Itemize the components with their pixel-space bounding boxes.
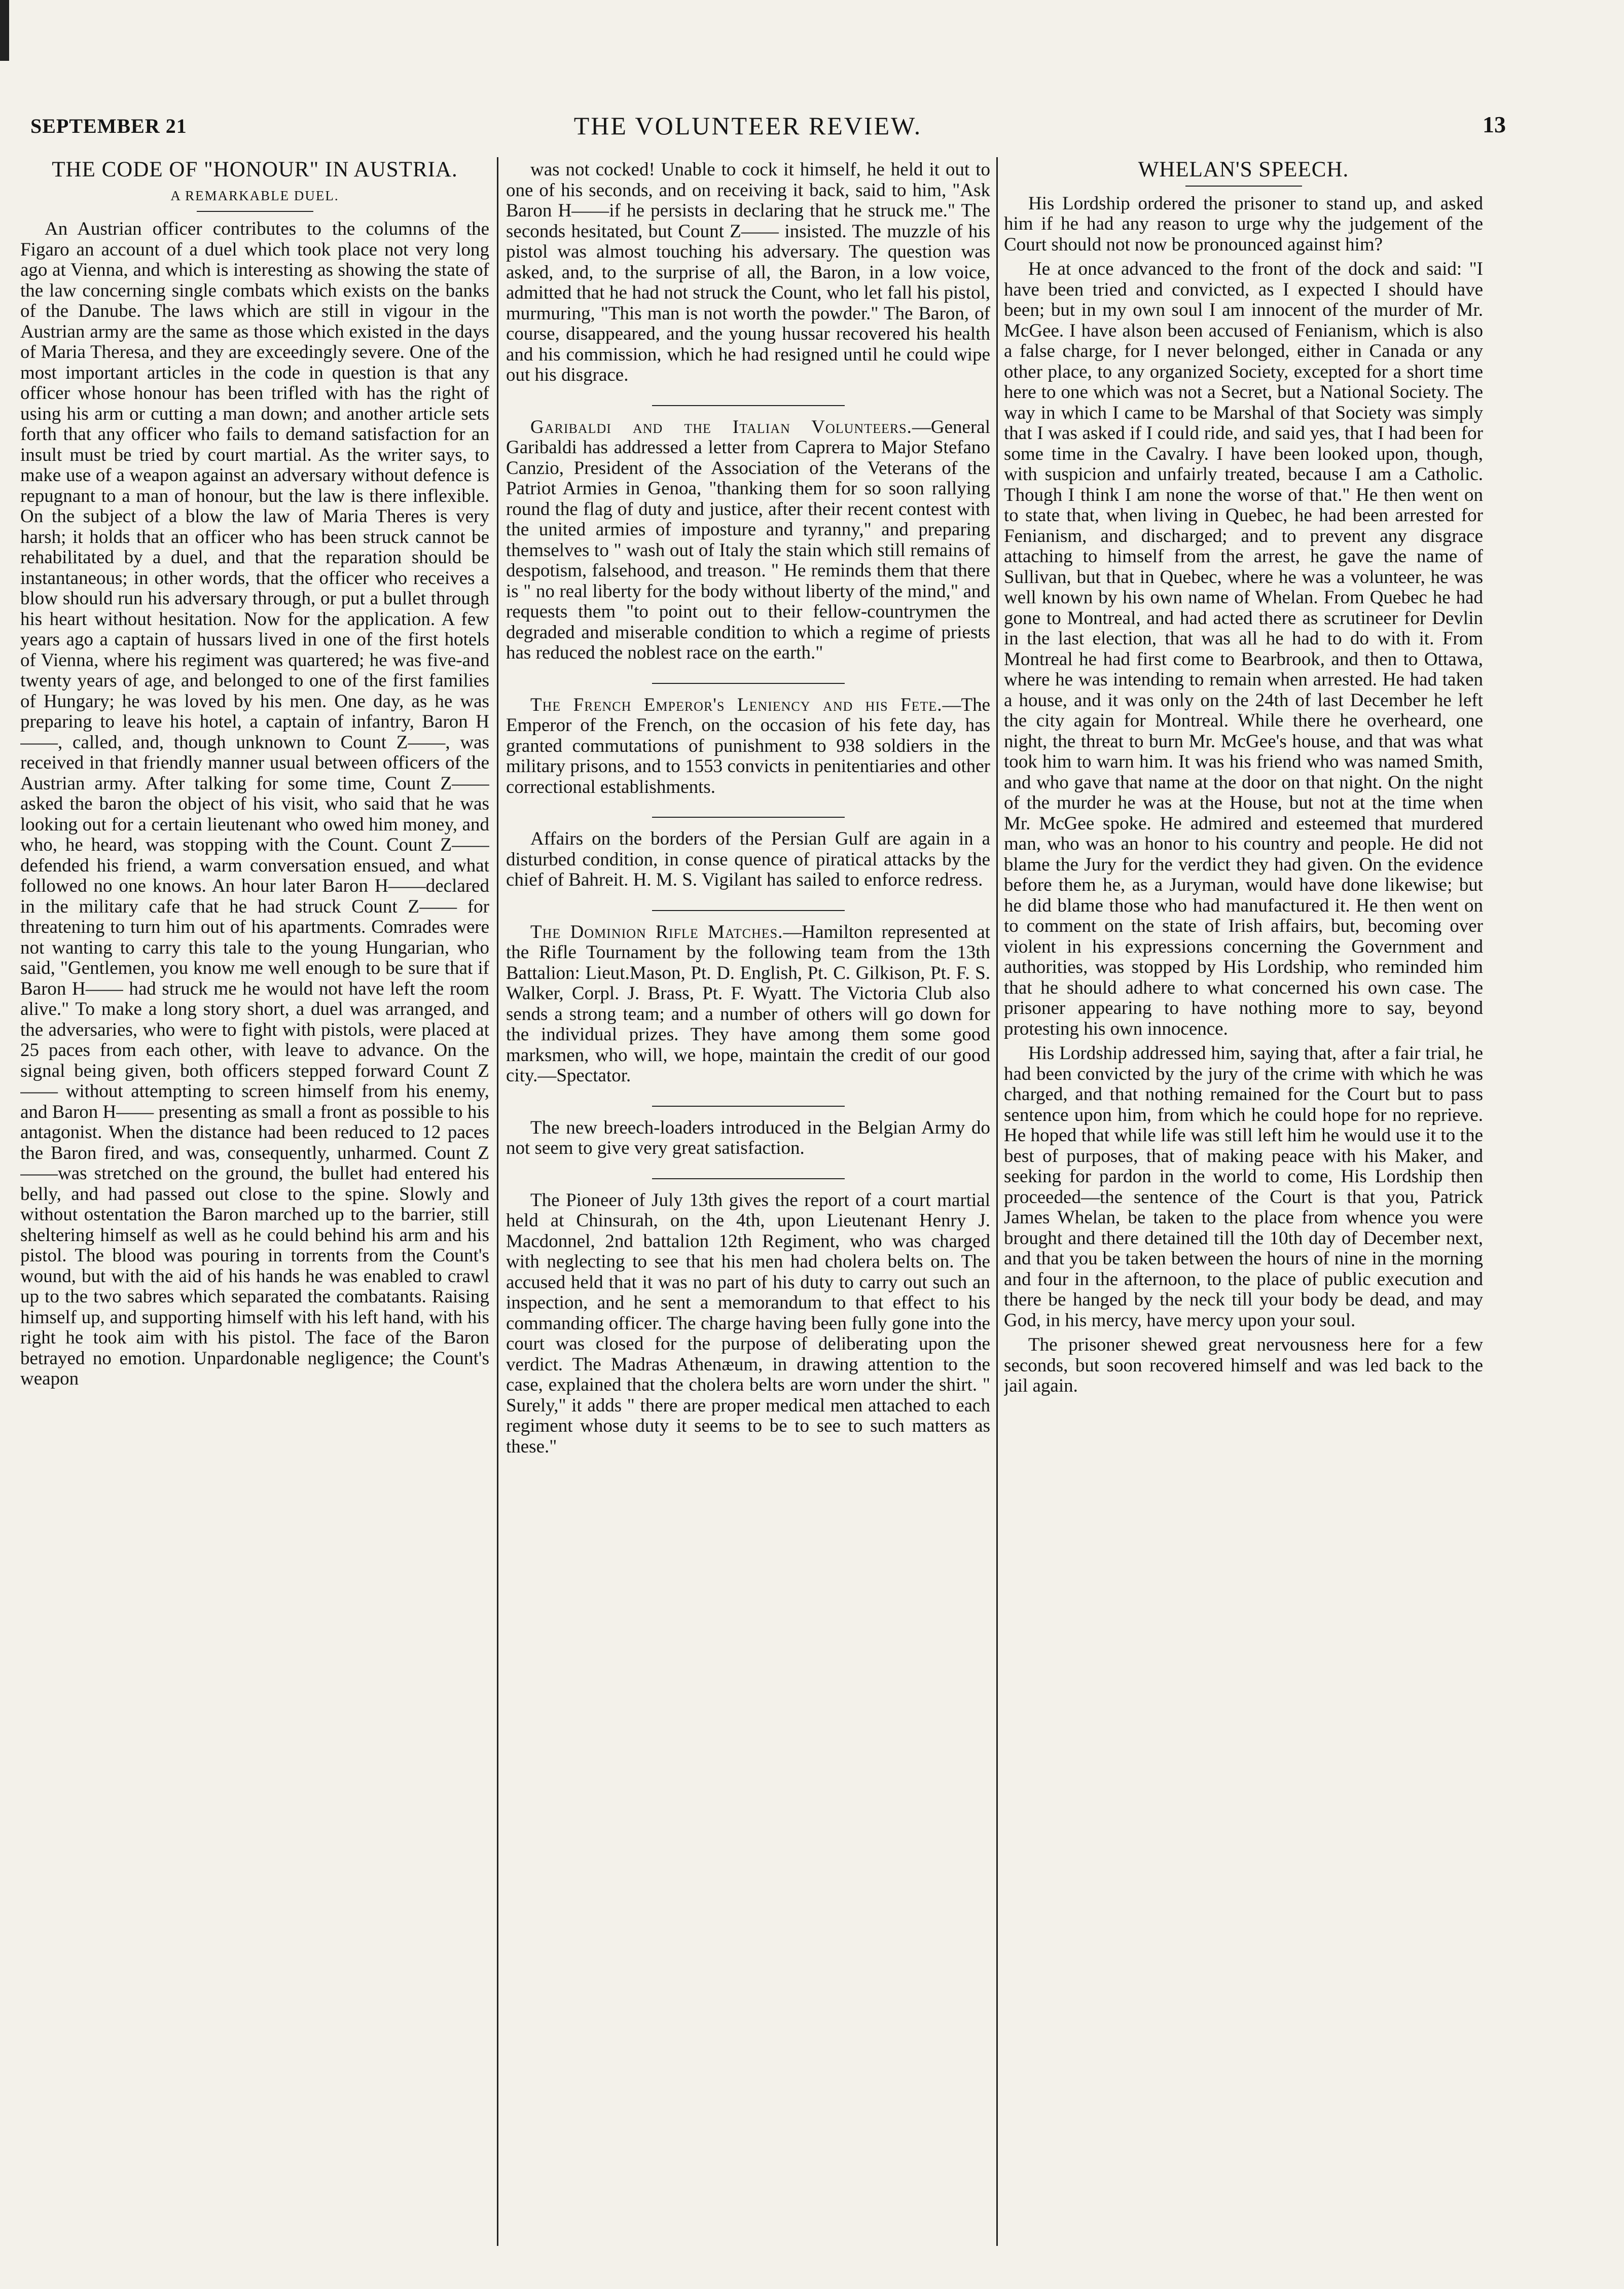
article-paragraph [506, 1190, 990, 1458]
article-text: The new breech-loaders introduced in the Belgian Army do not seem to give very great satisfaction. [506, 1117, 990, 1158]
issue-date: SEPTEMBER 21 [30, 115, 187, 137]
article-text: —Hamilton represented at the Rifle Tournament by the following team from the 13th Battalion: Lieut.Mason, Pt. D. English, Pt. C. Gilkison, Pt. F. S. Walker, Corpl. J. Brass, Pt. F. Wyatt. The Victoria Club also sends a strong team; and a number of others will go down for the individual prizes. They have among them some good marksmen, who will, we hope, maintain the credit of our good city.—Spectator. [506, 921, 990, 1086]
paragraph: His Lordship ordered the prisoner to stand up, and asked him if he had any reason to urge why the judgement of the Court should not now be pronounced against him? [1004, 193, 1483, 255]
column-rule [497, 157, 498, 2246]
article-subtitle: A REMARKABLE DUEL. [170, 188, 339, 203]
page-header [20, 104, 1506, 144]
article-paragraph [506, 695, 990, 798]
article-lead: The French Emperor's Leniency and his Fete. [530, 694, 943, 715]
column-rule [996, 157, 998, 2246]
divider [652, 817, 845, 818]
column-right [1004, 160, 1483, 2259]
article-text: The Pioneer of July 13th gives the report of a court martial held at Chinsurah, on the 4th, upon Lieutenant Henry J. Macdonnel, 2nd battalion 12th Regiment, who was charged with neglecting to see that his men had cholera belts on. The accused held that it was no part of his duty to carry out such an inspection, and he sent a memorandum to that effect to his commanding officer. The charge having been fully gone into the court was closed for the purpose of deliberating upon the verdict. The Madras Athenæum, in drawing attention to the case, explained that the cholera belts are worn under the shirt. " Surely," it adds " there are proper medical men attached to each regiment whose duty it seems to be to see to such matters as these." [506, 1189, 990, 1457]
divider [1185, 186, 1302, 187]
divider [652, 683, 845, 684]
divider [652, 405, 845, 406]
article-text: —The Emperor of the French, on the occasion of his fete day, has granted commutations of punishment to 938 soldiers in the military prisons, and to 1553 convicts in penitentiaries and other correctional establishments. [506, 694, 990, 797]
article-text: —General Garibaldi has addressed a letter from Caprera to Major Stefano Canzio, President of the Association of the Veterans of the Patriot Armies in Genoa, "thanking them for so soon rallying round the flag of duty and justice, after their recent contest with the united armies of imposture and tyranny," and preparing themselves to " wash out of Italy the stain which still remains of despotism, falsehood, and treason. " He reminds them that there is " no real liberty for the body without liberty of the mind," and requests them "to point out to their fellow-countrymen the degraded and miserable condition to which a regime of priests has reduced the noblest race on the earth." [506, 416, 990, 663]
article-paragraph [506, 829, 990, 891]
paragraph: An Austrian officer contributes to the columns of the Figaro an account of a duel which took place not very long ago at Vienna, and which is interesting as showing the state of the law concerning single combats which exists on the banks of the Danube. The laws which are still in vigour in the Austrian army are the same as those which existed in the days of Maria Theresa, and they are exceedingly severe. One of the most important articles in the code in question is that any officer whose honour has been trifled with has the right of using his arm or cutting a man down; and another article sets forth that any officer who fails to demand satisfaction for an insult must be tried by court martial. As the writer says, to make use of a weapon against an adversary without defence is repugnant to a man of honour, but the law is there inflexible. On the subject of a blow the law of Maria Theres is very harsh; it holds that an officer who has been struck cannot be rehabilitated by a duel, and that the reparation should be instantaneous; in other words, that the officer who receives a blow should run his adversary through, or put a bullet through his heart without hesitation. Now for the application. A few years ago a captain of hussars lived in one of the first hotels of Vienna, where his regiment was quartered; he was five-and twenty years of age, and belonged to one of the first families of Hungary; he was loved by his men. One day, as he was preparing to leave his hotel, a captain of infantry, Baron H——, called, and, though unknown to Count Z——, was received in that friendly manner usual between officers of the Austrian army. After talking for some time, Count Z—— asked the baron the object of his visit, who said that he was looking out for a certain lieutenant who owed him money, and who, he heard, was stopping with the Count. Count Z—— defended his friend, a warm conversation ensued, and what followed no one knows. An hour later Baron H——declared in the military cafe that he had struck Count Z—— for threatening to turn him out of his apartments. Comrades were not wanting to carry this tale to the young Hungarian, who said, "Gentlemen, you know me well enough to be sure that if Baron H—— had struck me he would not have left the room alive." To make a long story short, a duel was arranged, and the adversaries, who were to fight with pistols, were placed at 25 paces from each other, with leave to advance. On the signal being given, both officers stepped forward Count Z—— without attempting to screen himself from his enemy, and Baron H—— presenting as small a front as possible to his antagonist. When the distance had been reduced to 12 paces the Baron fired, and was, consequently, unharmed. Count Z——was stretched on the ground, the bullet had entered his belly, and had passed out close to the spine. Slowly and without ostentation the Baron marched up to the barrier, still sheltering himself as well as he could behind his arm and his pistol. The blood was pouring in torrents from the Count's wound, but with the aid of his hands he was enabled to crawl up to the two sabres which separated the combatants. Raising himself up, and supporting himself with his left hand, with his right he took aim with his pistol. The face of the Baron betrayed no emotion. Unpardonable negligence; the Count's weapon [20, 219, 489, 1389]
article-paragraph [506, 417, 990, 664]
divider [652, 1178, 845, 1179]
paragraph: He at once advanced to the front of the dock and said: "I have been tried and convicted, as I expected I should have been; but in my own soul I am innocent of the murder of Mr. McGee. I have alson been accused of Fenianism, which is also a false charge, for I never belonged, either in Canada or any other place, to any organized Society, excepted for a short time here to one which was not a Secret, but a National Society. The way in which I came to be Marshal of that Society was simply that I was asked if I could ride, and said yes, that I had been for some time in the Cavalry. I have been looked upon, though, with suspicion and unfairly treated, because I am a Catholic. Though I think I am none the worse of that." He then went on to state that, when living in Quebec, he had been arrested for Fenianism, and discharged; and to prevent any disgrace attaching to himself from the arrest, he gave the name of Sullivan, but that in Quebec, where he was a volunteer, he was well known by his own name of Whelan. From Quebec he had gone to Montreal, and had acted there as scrutineer for Devlin in the last election, that was all he had to do with it. From Montreal he had first come to Bearbrook, and then to Ottawa, where he was intending to remain when arrested. He had taken a house, and it was only on the 24th of last December he left the city again for Montreal. While there he overheard, one night, the threat to burn Mr. McGee's house, and that was what took him to warn him. It was his friend who was named Smith, and who gave that name at the door on that night. On the night of the murder he was at the House, but not at the time when Mr. McGee spoke. He admired and esteemed that murdered man, who was an honor to his country and people. He did not blame the Jury for the verdict they had given. On the evidence before them he, as a Juryman, would have done likewise; but he did blame those who had manufactured it. He then went on to comment on the state of Irish affairs, but, becoming over violent in his expressions concerning the Government and authorities, was stopped by His Lordship, who reminded him that he should adhere to what concerned his own case. The prisoner appearing to have nothing more to say, beyond protesting his own innocence. [1004, 259, 1483, 1039]
article-text: Affairs on the borders of the Persian Gulf are again in a disturbed condition, in conse quence of piratical attacks by the chief of Bahreit. H. M. S. Vigilant has sailed to enforce redress. [506, 828, 990, 890]
page-number: 13 [1483, 112, 1506, 137]
article-title: WHELAN'S SPEECH. [1138, 160, 1349, 181]
divider [652, 910, 845, 911]
column-middle [506, 160, 990, 2259]
article-title: THE CODE OF "HONOUR" IN AUSTRIA. [52, 160, 458, 181]
paragraph: was not cocked! Unable to cock it himself, he held it out to one of his seconds, and on receiving it back, said to him, "Ask Baron H——if he persists in declaring that he struck me." The seconds hesitated, but Count Z—— insisted. The muzzle of his pistol was almost touching his adversary. The question was asked, and, to the surprise of all, the Baron, in a low voice, admitted that he had not struck the Count, who let fall his pistol, murmuring, "This man is not worth the powder." The Baron, of course, disappeared, and the young hussar recovered his health and his commission, which he had resigned until he could wipe out his disgrace. [506, 160, 990, 385]
paragraph: His Lordship addressed him, saying that, after a fair trial, he had been convicted by the jury of the crime with which he was charged, and that nothing remained for the Court but to pass sentence upon him, from which he could hope for no reprieve. He hoped that while life was still left him he would use it to the best of purposes, that of making peace with his Maker, and seeking for pardon in the world to come, His Lordship then proceeded—the sentence of the Court is that you, Patrick James Whelan, be taken to the place from whence you were brought and there detained till the 10th day of December next, and that you be taken between the hours of nine in the morning and four in the afternoon, to the place of public execution and there be hanged by the neck till your body be dead, and may God, in his mercy, have mercy upon your soul. [1004, 1043, 1483, 1331]
scan-edge-mark [0, 0, 9, 61]
publication-title: THE VOLUNTEER REVIEW. [573, 112, 922, 140]
divider [197, 211, 313, 212]
article-paragraph [506, 922, 990, 1086]
article-paragraph [506, 1118, 990, 1159]
article-lead: The Dominion Rifle Matches. [530, 921, 783, 942]
divider [652, 1106, 845, 1107]
paragraph: The prisoner shewed great nervousness here for a few seconds, but soon recovered himself and was led back to the jail again. [1004, 1334, 1483, 1396]
column-left [20, 160, 489, 2259]
article-lead: Garibaldi and the Italian Volunteers. [530, 416, 912, 438]
